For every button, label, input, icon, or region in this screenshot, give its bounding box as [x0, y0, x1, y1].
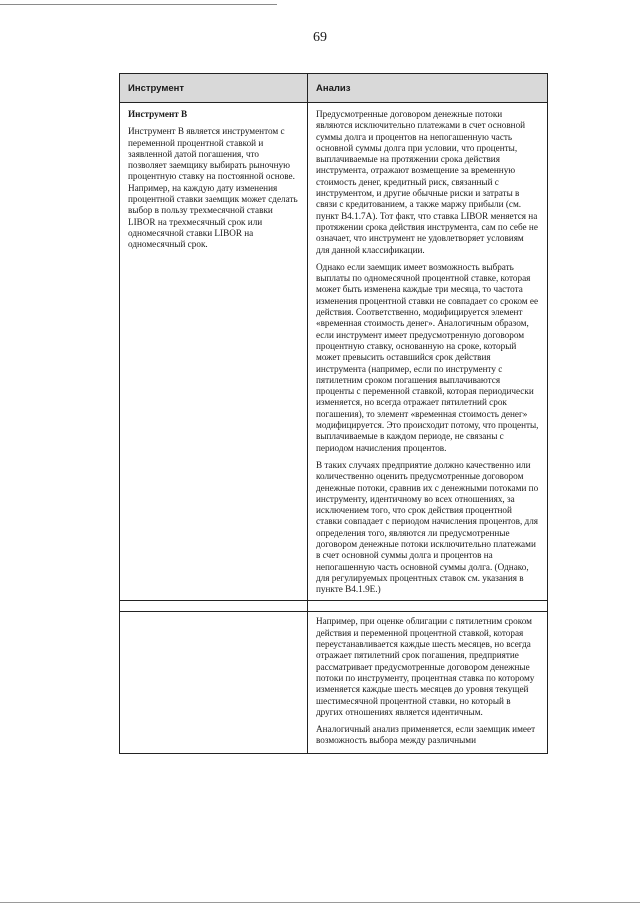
table-row: [120, 612, 548, 753]
header-cell-analysis: [308, 74, 548, 103]
analysis-paragraph: Аналогичный анализ применяется, если заемщик имеет возможность выбора между различными: [316, 724, 536, 746]
header-cell-instrument: [120, 74, 308, 103]
analysis-paragraph: Однако если заемщик имеет возможность выбрать выплаты по одномесячной процентной ставке, которая может быть изменена каждые три месяца, то частота изменения процентной ставки не совпадает со сроком ее действия. Соответственно, модифицируется элемент «временная стоимость денег». Аналогичным образом, если инструмент имеет предусмотренную договором процентную ставку, основанную на сроке, который может превысить оставшийся срок действия инструмента (например, если по инструменту с пятилетним сроком погашения выплачиваются проценты с переменной ставкой, которая периодически изменяется, но всегда отражает пятилетний срок погашения), то элемент «временная стоимость денег» модифицируется. Это происходит потому, что проценты, выплачиваемые в каждом периоде, не связаны с периодом начисления процентов.: [316, 261, 539, 453]
spacer-row: [120, 601, 548, 612]
table-header-row: [120, 74, 548, 103]
analysis-paragraph: Предусмотренные договором денежные потоки являются исключительно платежами в счет основной суммы долга и процентов на непогашенную часть основной суммы долга при условии, что проценты, выплачиваемые на протяжении срока действия инструмента, отражают возмещение за временную стоимость денег, кредитный риск, связанный с инструментом, и другие обычные риски и затраты в связи с кредитованием, а также маржу прибыли (см. пункт В4.1.7А). Тот факт, что ставка LIBOR меняется на протяжении срока действия инструмента, сам по себе не означает, что инструмент не удовлетворяет условиям для данной классификации.: [316, 109, 538, 255]
analysis-paragraph: Например, при оценке облигации с пятилетним сроком действия и переменной процентной ставкой, которая переустанавливается каждые шесть месяцев, но всегда отражает пятилетний срок погашения, предприятие рассматривает предусмотренные договором денежные потоки по инструменту, процентная ставка по которому изменяется каждые шесть месяцев до уровня текущей шестимесячной процентной ставки, но который в других отношениях является идентичным.: [316, 616, 535, 717]
instrument-title: Инструмент В: [128, 109, 188, 119]
top-rule: [0, 4, 277, 5]
instrument-cell: [120, 103, 308, 601]
instrument-analysis-table: [119, 73, 548, 754]
instrument-description: Инструмент В является инструментом с переменной процентной ставкой и заявленной датой погашения, что позволяет заемщику выбирать рыночную процентную ставку на постоянной основе. Например, на каждую дату изменения процентной ставки заемщик может сделать выбор в пользу трехмесячной ставки LIBOR на трехмесячный срок или одномесячной ставки LIBOR на одномесячный срок.: [128, 126, 298, 250]
empty-cell: [308, 601, 548, 612]
header-instrument: Инструмент: [128, 83, 185, 94]
bottom-rule: [0, 902, 640, 903]
instrument-cell-empty: [120, 612, 308, 753]
empty-cell: [120, 601, 308, 612]
analysis-paragraph: В таких случаях предприятие должно качественно или количественно оценить предусмотренные договором денежные потоки, сравнив их с денежными потоками по инструменту, идентичному во всех отношениях, за исключением того, что срок действия процентной ставки совпадает с периодом начисления процентов, для определения того, являются ли предусмотренные договором денежные потоки исключительно платежами в счет основной суммы долга и процентов на непогашенную часть основной суммы долга. (Однако, для регулируемых процентных ставок см. указания в пункте В4.1.9Е.): [316, 459, 539, 595]
analysis-cell: [308, 612, 548, 753]
table-row: [120, 103, 548, 601]
page-number: 69: [313, 30, 327, 45]
header-analysis: Анализ: [316, 83, 351, 94]
analysis-cell: [308, 103, 548, 601]
